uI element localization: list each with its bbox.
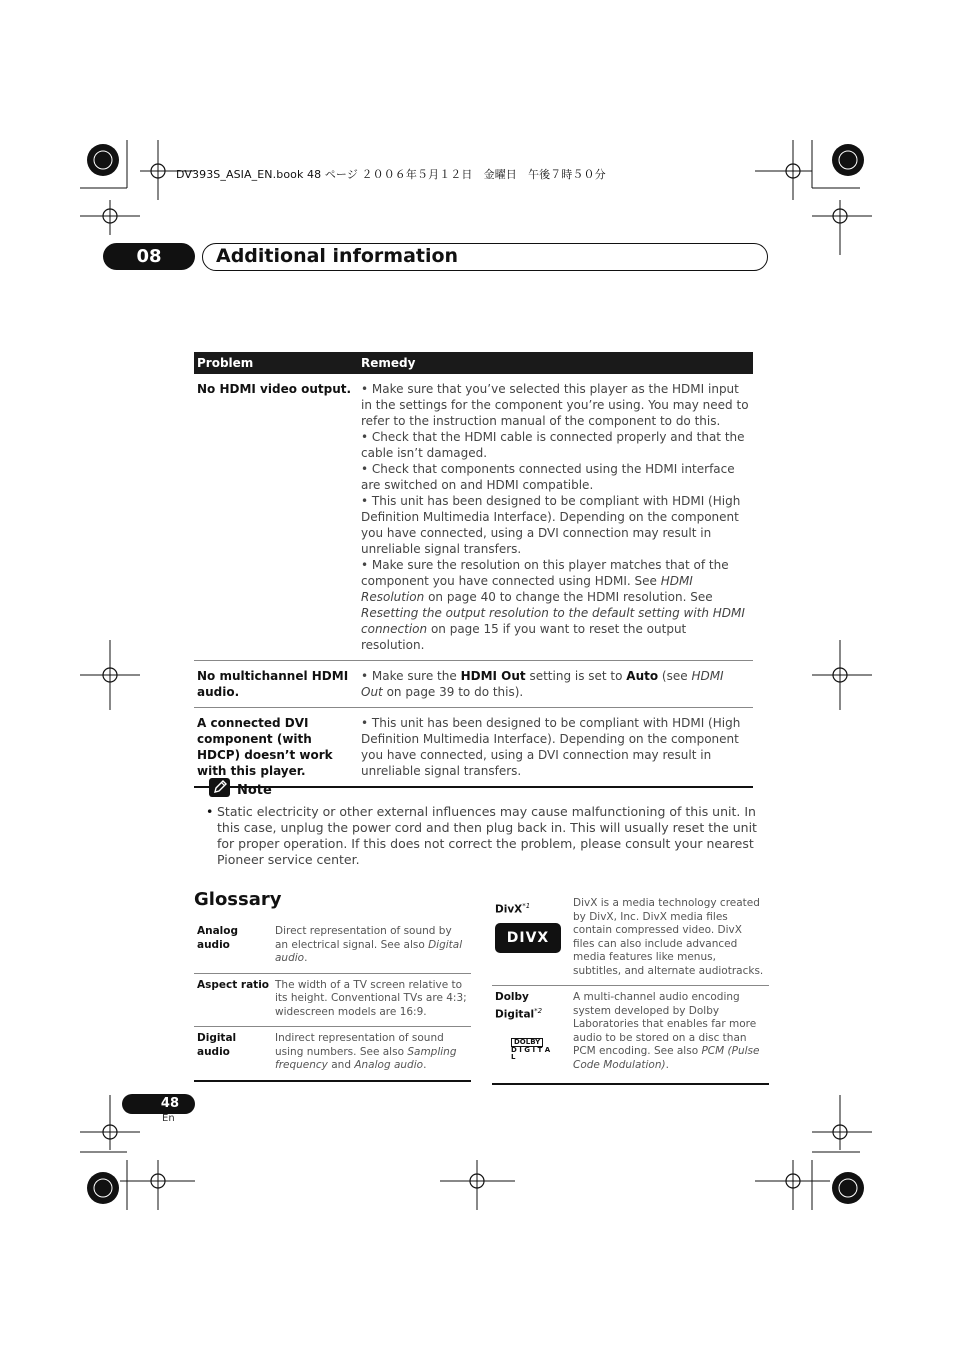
definition-text: .: [665, 1058, 669, 1071]
glossary-term-cell: [492, 986, 570, 1084]
glossary-table-left: [194, 920, 471, 1082]
problem-cell: No multichannel HDMI audio.: [194, 661, 358, 708]
glossary-row: [492, 892, 769, 986]
setting-value: Auto: [626, 669, 659, 683]
remedy-header: Remedy: [358, 352, 753, 374]
remedy-text: • Make sure the resolution on this player matches that of the component you have connected using HDMI. See: [361, 558, 729, 588]
glossary-term: Dolby Digital: [495, 991, 535, 1020]
note-text: Static electricity or other external influences may cause malfunctioning of this unit. In this case, unplug the power cord and then plug back in. This will usually reset the unit for proper operation. If this does not correct the problem, please consult your nearest Pioneer service center.: [217, 804, 757, 867]
cross-reference: HDMI Out: [361, 669, 724, 699]
remedy-text: • Make sure the: [361, 669, 461, 683]
dolby-logo-bottom: D I G I T A L: [511, 1045, 551, 1061]
cross-reference: Sampling frequency: [275, 1045, 457, 1071]
cross-reference: Digital audio: [275, 938, 463, 964]
footnote-marker: *1: [522, 902, 531, 910]
definition-text: .: [304, 952, 308, 964]
glossary-term-cell: [492, 892, 570, 986]
page-number: 48: [160, 1096, 179, 1111]
remedy-cell: [358, 661, 753, 708]
glossary-row: [194, 973, 471, 1027]
chapter-title: Additional information: [216, 245, 459, 267]
footnote-marker: *2: [534, 1006, 543, 1015]
definition-text: and: [327, 1059, 355, 1071]
glossary-definition: [272, 1027, 471, 1081]
note-bullet: •: [206, 804, 214, 819]
problem-cell: No HDMI video output.: [197, 382, 352, 396]
note-title: Note: [237, 783, 272, 798]
problem-cell: A connected DVI component (with HDCP) doesn’t work with this player.: [194, 708, 358, 788]
table-row: [194, 374, 753, 661]
glossary-row: [194, 1027, 471, 1081]
cross-reference: PCM (Pulse Code Modulation): [573, 1045, 760, 1071]
definition-text: Indirect representation of sound using numbers. See also: [275, 1032, 444, 1058]
page-number-badge: [122, 1094, 195, 1114]
setting-name: HDMI Out: [460, 669, 526, 683]
definition-text: A multi-channel audio encoding system developed by Dolby Laboratories that enables far more audio to be stored on a disc than PCM encoding. See also: [573, 991, 757, 1057]
cross-reference: Analog audio: [354, 1059, 424, 1071]
cross-reference: Resetting the output resolution to the default setting with HDMI connection: [361, 606, 745, 636]
glossary-definition: The width of a TV screen relative to its height. Conventional TVs are 4:3; widescreen models are 16:9.: [272, 973, 471, 1027]
chapter-number: 08: [103, 243, 195, 270]
glossary-table-right: [492, 892, 769, 1085]
print-header: DV393S_ASIA_EN.book 48 ページ ２００６年５月１２日 金曜日 午後７時５０分: [176, 168, 606, 181]
glossary-definition: [272, 920, 471, 973]
troubleshooting-table: [194, 352, 753, 788]
definition-text: .: [423, 1059, 427, 1071]
remedy-item: [361, 557, 749, 653]
remedy-text: on page 40 to change the HDMI resolution. See: [424, 590, 713, 604]
table-header-row: [194, 352, 753, 374]
page-language: En: [162, 1113, 175, 1124]
remedy-item: • Check that components connected using the HDMI interface are switched on and HDMI compatible.: [361, 462, 735, 492]
glossary-title: Glossary: [194, 889, 282, 910]
remedy-item: • Check that the HDMI cable is connected properly and that the cable isn’t damaged.: [361, 430, 745, 460]
problem-header: Problem: [194, 352, 358, 374]
dolby-logo-top: DOLBY: [511, 1038, 543, 1047]
cross-reference: HDMI Resolution: [361, 574, 693, 604]
definition-text: Direct representation of sound by an electrical signal. See also: [275, 925, 452, 951]
remedy-cell: [358, 374, 753, 661]
glossary-row: [492, 986, 769, 1084]
glossary-term: Aspect ratio: [194, 973, 272, 1027]
glossary-term: DivX: [495, 903, 523, 916]
glossary-definition: [570, 986, 769, 1084]
remedy-text: setting is set to: [525, 669, 627, 683]
remedy-text: on page 39 to do this).: [382, 685, 524, 699]
remedy-cell: • This unit has been designed to be compliant with HDMI (High Definition Multimedia Interface). Depending on the component you have connected, using a DVI connection may result in unreliable signal transfers.: [358, 708, 753, 788]
glossary-row: [194, 920, 471, 973]
glossary-term: Digital audio: [194, 1027, 272, 1081]
remedy-text: (see: [658, 669, 692, 683]
table-row: [194, 661, 753, 708]
pencil-icon: [209, 778, 230, 797]
remedy-text: on page 15 if you want to reset the output resolution.: [361, 622, 687, 652]
remedy-item: • Make sure that you’ve selected this player as the HDMI input in the settings for the component you’re using. You may need to refer to the instruction manual of the component to do this.: [361, 382, 749, 428]
dolby-digital-logo: [511, 1038, 557, 1061]
divx-logo: DIVX: [495, 923, 561, 953]
glossary-definition: DivX is a media technology created by DivX, Inc. DivX media files contain compressed video. DivX files can also include advanced media features like menus, subtitles, and alternate audiotracks.: [573, 897, 764, 977]
table-row: [194, 708, 753, 788]
remedy-item: • This unit has been designed to be compliant with HDMI (High Definition Multimedia Interface). Depending on the component you have connected, using a DVI connection may result in unreliable signal transfers.: [361, 494, 741, 556]
glossary-term: Analog audio: [197, 925, 239, 951]
